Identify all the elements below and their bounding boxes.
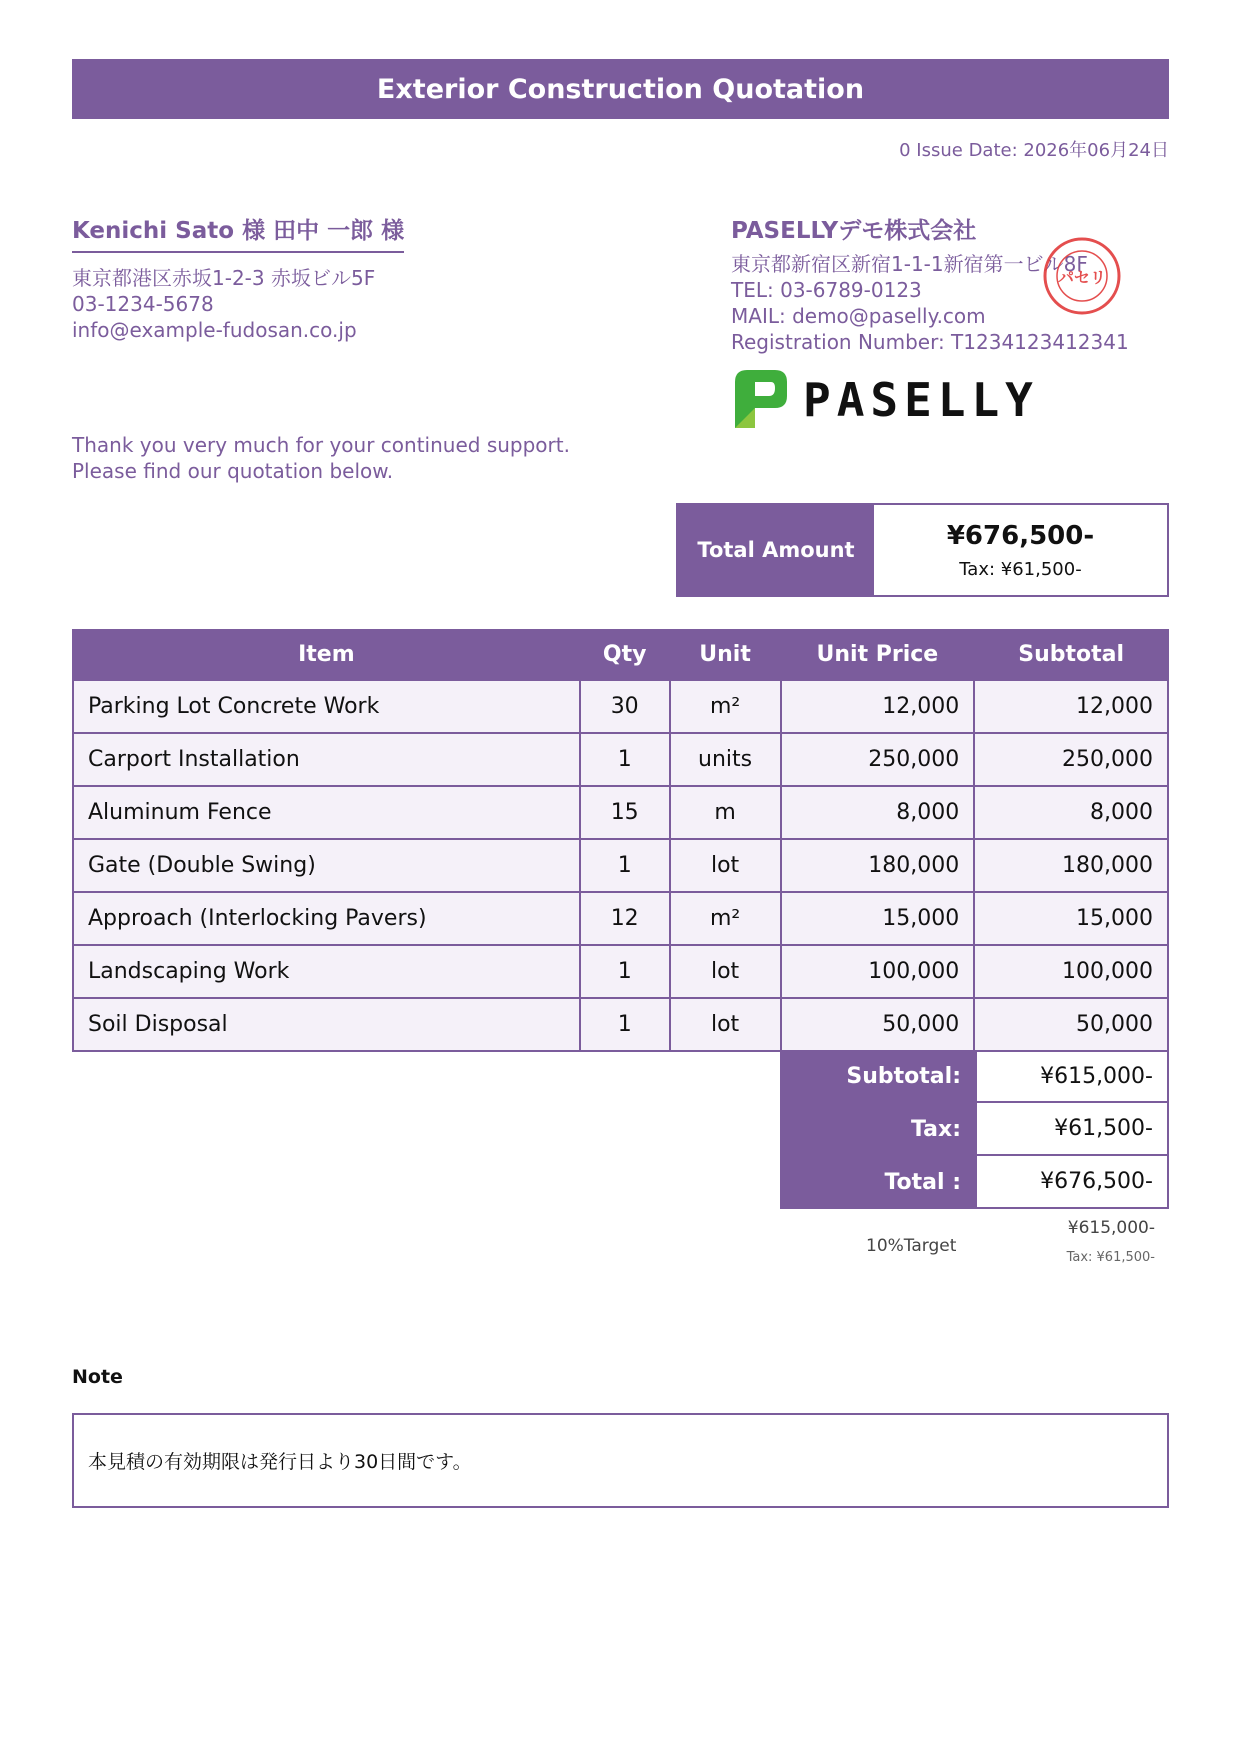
cell-unit: lot bbox=[670, 839, 781, 892]
table-row bbox=[73, 733, 1168, 786]
client-block bbox=[72, 212, 404, 343]
summary-tax-label: Tax: bbox=[780, 1103, 975, 1156]
cell-qty: 30 bbox=[580, 680, 670, 733]
table-row bbox=[73, 945, 1168, 998]
note-box bbox=[72, 1413, 1169, 1508]
note-title: Note bbox=[72, 1366, 123, 1388]
client-email: info@example-fudosan.co.jp bbox=[72, 318, 357, 342]
total-amount-value: ¥676,500- bbox=[946, 520, 1095, 551]
cell-qty: 1 bbox=[580, 839, 670, 892]
cell-unit: lot bbox=[670, 945, 781, 998]
table-header-row bbox=[73, 629, 1168, 680]
cell-item: Landscaping Work bbox=[73, 945, 580, 998]
cell-unit: m² bbox=[670, 680, 781, 733]
cell-item: Carport Installation bbox=[73, 733, 580, 786]
cell-unit-price: 12,000 bbox=[781, 680, 975, 733]
cell-qty: 15 bbox=[580, 786, 670, 839]
company-address: 東京都新宿区新宿1-1-1新宿第一ビル8F bbox=[731, 252, 1088, 276]
header-item: Item bbox=[73, 629, 580, 680]
summary-total-value: ¥676,500- bbox=[975, 1156, 1169, 1209]
summary-tax-row bbox=[780, 1103, 1169, 1156]
client-address: 東京都港区赤坂1-2-3 赤坂ビル5F bbox=[72, 266, 376, 290]
total-amount-tax: Tax: ¥61,500- bbox=[959, 558, 1082, 580]
summary-tax-value: ¥61,500- bbox=[975, 1103, 1169, 1156]
cell-unit: m bbox=[670, 786, 781, 839]
line-items-table bbox=[72, 629, 1169, 1052]
company-registration: Registration Number: T1234123412341 bbox=[731, 330, 1129, 354]
tax-target-tax: Tax: ¥61,500- bbox=[1066, 1250, 1155, 1265]
cell-subtotal: 12,000 bbox=[974, 680, 1168, 733]
stamp-text: パセリ bbox=[1057, 268, 1107, 287]
company-name: PASELLYデモ株式会社 bbox=[731, 218, 977, 244]
tax-target-amount: ¥615,000- bbox=[1067, 1218, 1155, 1238]
cell-qty: 1 bbox=[580, 998, 670, 1051]
cell-qty: 12 bbox=[580, 892, 670, 945]
company-tel: TEL: 03-6789-0123 bbox=[731, 278, 922, 302]
tax-target-label: 10%Target bbox=[866, 1236, 957, 1256]
paselly-logo bbox=[731, 368, 1061, 430]
cell-unit: lot bbox=[670, 998, 781, 1051]
cell-unit: units bbox=[670, 733, 781, 786]
note-text: 本見積の有効期限は発行日より30日間です。 bbox=[88, 1451, 472, 1473]
client-phone: 03-1234-5678 bbox=[72, 292, 214, 316]
summary-subtotal-value: ¥615,000- bbox=[975, 1050, 1169, 1103]
cell-subtotal: 50,000 bbox=[974, 998, 1168, 1051]
header-unit-price: Unit Price bbox=[781, 629, 975, 680]
table-row bbox=[73, 892, 1168, 945]
cell-subtotal: 100,000 bbox=[974, 945, 1168, 998]
cell-item: Approach (Interlocking Pavers) bbox=[73, 892, 580, 945]
document-title: Exterior Construction Quotation bbox=[72, 59, 1169, 119]
cell-unit-price: 50,000 bbox=[781, 998, 975, 1051]
cell-subtotal: 250,000 bbox=[974, 733, 1168, 786]
client-name: Kenichi Sato 様 田中 一郎 様 bbox=[72, 212, 404, 253]
greeting-message bbox=[72, 432, 570, 484]
table-row bbox=[73, 839, 1168, 892]
header-subtotal: Subtotal bbox=[974, 629, 1168, 680]
header-qty: Qty bbox=[580, 629, 670, 680]
summary-subtotal-row bbox=[780, 1050, 1169, 1103]
summary-total-label: Total : bbox=[780, 1156, 975, 1209]
cell-subtotal: 180,000 bbox=[974, 839, 1168, 892]
issue-date: 0 Issue Date: 2026年06月24日 bbox=[899, 140, 1169, 161]
cell-unit-price: 8,000 bbox=[781, 786, 975, 839]
cell-subtotal: 15,000 bbox=[974, 892, 1168, 945]
cell-unit-price: 100,000 bbox=[781, 945, 975, 998]
table-row bbox=[73, 998, 1168, 1051]
cell-item: Aluminum Fence bbox=[73, 786, 580, 839]
cell-unit-price: 250,000 bbox=[781, 733, 975, 786]
summary-block bbox=[780, 1050, 1169, 1209]
cell-qty: 1 bbox=[580, 733, 670, 786]
logo-wordmark: PASELLY bbox=[803, 373, 1039, 427]
table-row bbox=[73, 786, 1168, 839]
cell-unit-price: 15,000 bbox=[781, 892, 975, 945]
table-row bbox=[73, 680, 1168, 733]
cell-item: Parking Lot Concrete Work bbox=[73, 680, 580, 733]
cell-qty: 1 bbox=[580, 945, 670, 998]
cell-unit: m² bbox=[670, 892, 781, 945]
total-amount-label: Total Amount bbox=[678, 505, 874, 595]
greeting-line-2: Please find our quotation below. bbox=[72, 459, 394, 483]
company-seal-stamp bbox=[1042, 236, 1122, 316]
cell-unit-price: 180,000 bbox=[781, 839, 975, 892]
cell-subtotal: 8,000 bbox=[974, 786, 1168, 839]
header-unit: Unit bbox=[670, 629, 781, 680]
total-amount-box bbox=[676, 503, 1169, 597]
cell-item: Soil Disposal bbox=[73, 998, 580, 1051]
cell-item: Gate (Double Swing) bbox=[73, 839, 580, 892]
summary-total-row bbox=[780, 1156, 1169, 1209]
summary-subtotal-label: Subtotal: bbox=[780, 1050, 975, 1103]
greeting-line-1: Thank you very much for your continued support. bbox=[72, 433, 570, 457]
company-mail: MAIL: demo@paselly.com bbox=[731, 304, 986, 328]
